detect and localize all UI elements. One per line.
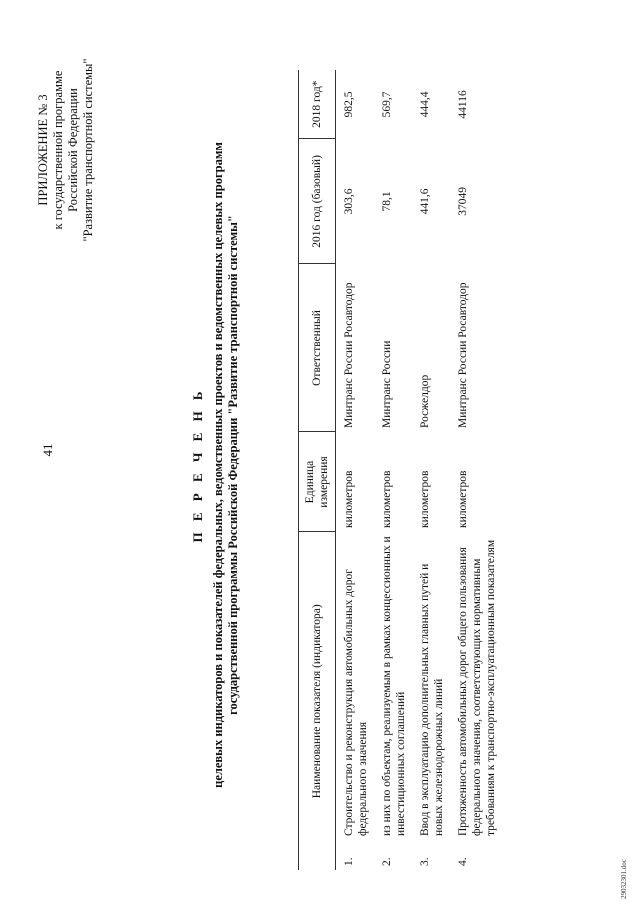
header-2018: 2018 год* bbox=[299, 70, 336, 139]
header-2016: 2016 год (базовый) bbox=[299, 139, 336, 264]
annex-line: Российской Федерации bbox=[66, 88, 80, 212]
annex-block bbox=[36, 15, 96, 285]
annex-line: к государственной программе bbox=[51, 70, 65, 230]
table-row bbox=[336, 70, 375, 870]
indicator-name: Ввод в эксплуатацию дополнительных главных путей и новых железнодорожных линий bbox=[419, 563, 445, 836]
header-responsible: Ответственный bbox=[299, 264, 336, 432]
indicator-name: Строительство и реконструкция автомобильных дорог федерального значения bbox=[343, 568, 369, 836]
table-row bbox=[450, 70, 502, 870]
document-title bbox=[190, 85, 241, 845]
responsible-cell: Минтранс России Росавтодор bbox=[343, 282, 355, 428]
title-heading: П Е Р Е Ч Е Н Ь bbox=[190, 387, 205, 543]
row-number: 3. bbox=[419, 857, 431, 866]
annex-title: ПРИЛОЖЕНИЕ № 3 bbox=[36, 94, 50, 206]
unit-cell: километров bbox=[419, 470, 431, 528]
row-number: 2. bbox=[381, 857, 393, 866]
responsible-cell: Минтранс России Росавтодор bbox=[457, 282, 469, 428]
title-line: государственной программы Российской Федерации "Развитие транспортной системы" bbox=[226, 215, 240, 715]
value-2016: 78,1 bbox=[381, 191, 393, 212]
header-name: Наименование показателя (индикатора) bbox=[311, 604, 323, 799]
unit-cell: километров bbox=[381, 470, 393, 528]
responsible-cell: Росжелдор bbox=[419, 374, 431, 428]
table-row bbox=[412, 70, 450, 870]
value-2018: 44116 bbox=[457, 90, 469, 119]
unit-cell: километров bbox=[343, 470, 355, 528]
title-line: целевых индикаторов и показателей федеральных, ведомственных проектов и ведомственных целевых программ bbox=[211, 142, 225, 788]
indicator-name: из них по объектам, реализуемым в рамках концессионных и инвестиционных соглашений bbox=[381, 536, 407, 836]
row-number: 1. bbox=[343, 857, 355, 866]
header-unit: Единица измерения bbox=[299, 432, 336, 532]
annex-line: "Развитие транспортной системы" bbox=[81, 58, 95, 242]
footer-file-code: 29032301.doc bbox=[620, 859, 628, 899]
value-2016: 441,6 bbox=[419, 188, 431, 215]
value-2018: 569,7 bbox=[381, 91, 393, 118]
value-2016: 37049 bbox=[457, 187, 469, 216]
row-number: 4. bbox=[457, 857, 469, 866]
value-2018: 444,4 bbox=[419, 91, 431, 118]
indicators-table bbox=[298, 70, 502, 870]
indicator-name: Протяженность автомобильных дорог общего пользования федерального значения, соответствующих нормативным требованиям к транспортно-эксплуатационным показателям bbox=[457, 539, 497, 836]
page-number: 41 bbox=[40, 443, 55, 457]
value-2016: 303,6 bbox=[343, 188, 355, 215]
table-header-row bbox=[299, 70, 336, 870]
responsible-cell: Минтранс России bbox=[381, 340, 393, 428]
value-2018: 982,5 bbox=[343, 91, 355, 118]
table-row bbox=[374, 70, 412, 870]
unit-cell: километров bbox=[457, 470, 469, 528]
